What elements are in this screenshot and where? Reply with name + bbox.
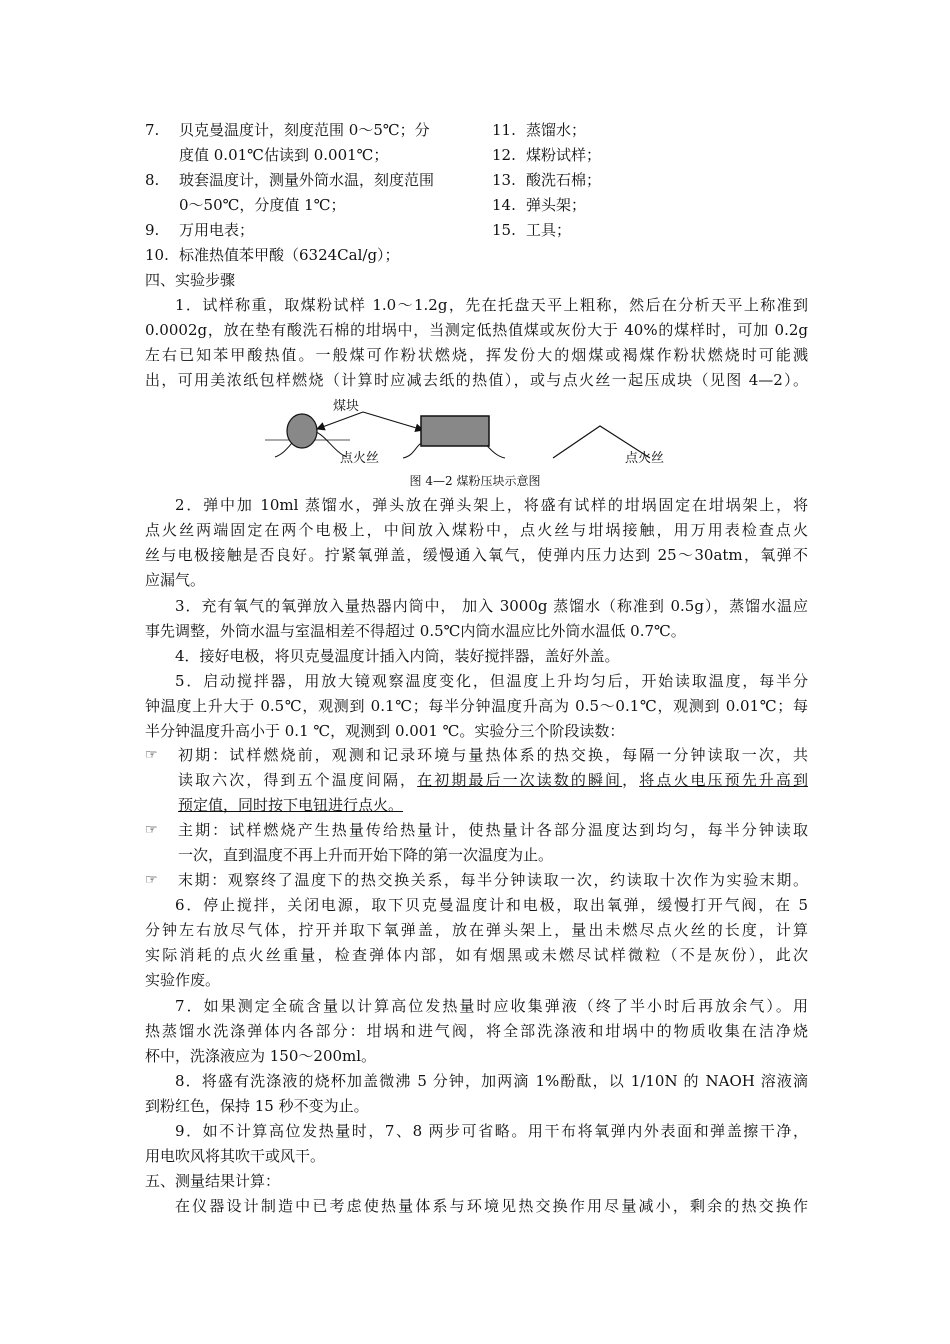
pointing-hand-icon: ☞ (145, 872, 158, 888)
equipment-item-7-cont: 度值 0.01℃估读到 0.001℃； (179, 146, 389, 164)
bullet-main-line: 一次，直到温度不再上升而开始下降的第一次温度为止。 (178, 846, 554, 864)
equipment-item-9: 9. 万用电表； (145, 221, 255, 239)
equipment-item-14: 14. 弹头架； (492, 196, 587, 214)
pointing-hand-icon: ☞ (145, 822, 158, 838)
step5-line: 半分钟温度升高小于 0.1 ℃，观测到 0.001 ℃。实验分三个阶段读数： (145, 722, 625, 740)
arrow-to-block (363, 412, 423, 430)
arrow-to-ball (317, 412, 363, 429)
section5-paragraph: 在仪器设计制造中已考虑使热量体系与环境见热交换作用尽量减小，剩余的热交换作 (175, 1197, 808, 1215)
bullet-main-line: 主期：试样燃烧产生热量传给热量计，使热量计各部分温度达到均匀，每半分钟读取 (178, 821, 808, 839)
equipment-item-11: 11. 蒸馏水； (492, 121, 587, 139)
step7-line: 杯中，洗涤液应为 150～200ml。 (145, 1047, 377, 1065)
underlined-text: 预定值，同时按下电钮进行点火。 (178, 796, 404, 814)
equipment-item-8-cont: 0～50℃，分度值 1℃； (179, 196, 346, 214)
step5-line: 5．启动搅拌器，用放大镜观察温度变化，但温度上升均匀后，开始读取温度，每半分 (175, 672, 808, 690)
step6-line: 实验作废。 (145, 971, 221, 989)
pointing-hand-icon: ☞ (145, 747, 158, 763)
step1-line: 1．试样称重，取煤粉试样 1.0～1.2g，先在托盘天平上粗称，然后在分析天平上称准到 (175, 296, 808, 314)
equipment-item-8: 8. 玻套温度计，测量外筒水温，刻度范围 (145, 171, 435, 189)
step8-line: 8．将盛有洗涤液的烧杯加盖微沸 5 分钟，加两滴 1%酚酞，以 1/10N 的 NAOH 溶液滴 (175, 1072, 808, 1090)
label-coal-block: 煤块 (333, 399, 360, 414)
step2-line: 丝与电极接触是否良好。拧紧氧弹盖，缓慢通入氧气，使弹内压力达到 25～30atm，氧弹不 (145, 546, 808, 564)
coal-ball-shape (287, 414, 317, 448)
section-heading-steps: 四、实验步骤 (145, 271, 236, 289)
step2-line: 2．弹中加 10ml 蒸馏水，弹头放在弹头架上，将盛有试样的坩埚固定在坩埚架上，将 (175, 496, 808, 514)
step2-line: 点火丝两端固定在两个电极上，中间放入煤粉中，点火丝与坩埚接触，用万用表检查点火 (145, 521, 808, 539)
step3-line: 3．充有氧气的氧弹放入量热器内筒中， 加入 3000g 蒸馏水（称准到 0.5g），蒸馏水温应 (175, 597, 808, 615)
step5-line: 钟温度上升大于 0.5℃，观测到 0.1℃；每半分钟温度升高为 0.5～0.1℃，观测到 0.01℃；每 (145, 697, 808, 715)
step1-line: 左右已知苯甲酸热值。一般煤可作粉状燃烧，挥发份大的烟煤或褐煤作粉状燃烧时可能溅 (145, 346, 808, 364)
step7-line: 7．如果测定全硫含量以计算高位发热量时应收集弹液（终了半小时后再放余气）。用 (175, 997, 808, 1015)
step4-line: 4．接好电极，将贝克曼温度计插入内筒，装好搅拌器，盖好外盖。 (175, 647, 620, 665)
step6-line: 6．停止搅拌，关闭电源，取下贝克曼温度计和电极，取出氧弹，缓慢打开气阀，在 5 (175, 896, 808, 914)
bullet-initial-line: 初期：试样燃烧前，观测和记录环境与量热体系的热交换，每隔一分钟读取一次，共 (178, 746, 808, 764)
coal-block-shape (421, 416, 489, 446)
step1-line: 出，可用美浓纸包样燃烧（计算时应减去纸的热值），或与点火丝一起压成块（见图 4—2）。 (145, 371, 808, 389)
underlined-text: 将点火电压预先升高到 (639, 771, 808, 789)
step6-line: 实际消耗的点火丝重量，检查弹体内部，如有烟黑或未燃尽试样微粒（不是灰份），此次 (145, 946, 808, 964)
equipment-item-10: 10. 标准热值苯甲酸（6324Cal/g）； (145, 246, 400, 264)
step2-line: 应漏气。 (145, 571, 206, 589)
step8-line: 到粉红色，保持 15 秒不变为止。 (145, 1097, 369, 1115)
step6-line: 分钟左右放尽气体，拧开并取下氧弹盖，放在弹头架上，量出未燃尽点火丝的长度，计算 (145, 921, 808, 939)
equipment-item-12: 12. 煤粉试样； (492, 146, 602, 164)
bullet-final-line: 末期：观察终了温度下的热交换关系，每半分钟读取一次，约读取十次作为实验末期。 (178, 871, 808, 889)
equipment-item-13: 13. 酸洗石棉； (492, 171, 602, 189)
underlined-text: 在初期最后一次读数的瞬间 (417, 771, 623, 789)
step9-line: 9．如不计算高位发热量时，7、8 两步可省略。用干布将氧弹内外表面和弹盖擦干净， (175, 1122, 808, 1140)
step9-line: 用电吹风将其吹干或风干。 (145, 1147, 326, 1165)
step1-line: 0.0002g，放在垫有酸洗石棉的坩埚中，当测定低热值煤或灰份大于 40%的煤样时，可加 0.2g (145, 321, 808, 339)
bullet-initial-line: 读取六次，得到五个温度间隔，在初期最后一次读数的瞬间，将点火电压预先升高到 (178, 771, 808, 789)
step3-line: 事先调整，外筒水温与室温相差不得超过 0.5℃内筒水温应比外筒水温低 0.7℃。 (145, 622, 686, 640)
figure-caption: 图 4—2 煤粉压块示意图 (409, 474, 541, 488)
equipment-item-7: 7. 贝克曼温度计，刻度范围 0～5℃；分 (145, 121, 430, 139)
bullet-initial-line (178, 795, 808, 815)
label-ignition-wire-right: 点火丝 (625, 451, 665, 466)
label-ignition-wire-left: 点火丝 (340, 451, 380, 466)
step7-line: 热蒸馏水洗涤弹体内各部分：坩埚和进气阀，将全部洗涤液和坩埚中的物质收集在洁净烧 (145, 1022, 808, 1040)
section-heading-results: 五、测量结果计算： (145, 1172, 281, 1190)
equipment-item-15: 15. 工具； (492, 221, 572, 239)
coal-block-figure (255, 392, 705, 474)
